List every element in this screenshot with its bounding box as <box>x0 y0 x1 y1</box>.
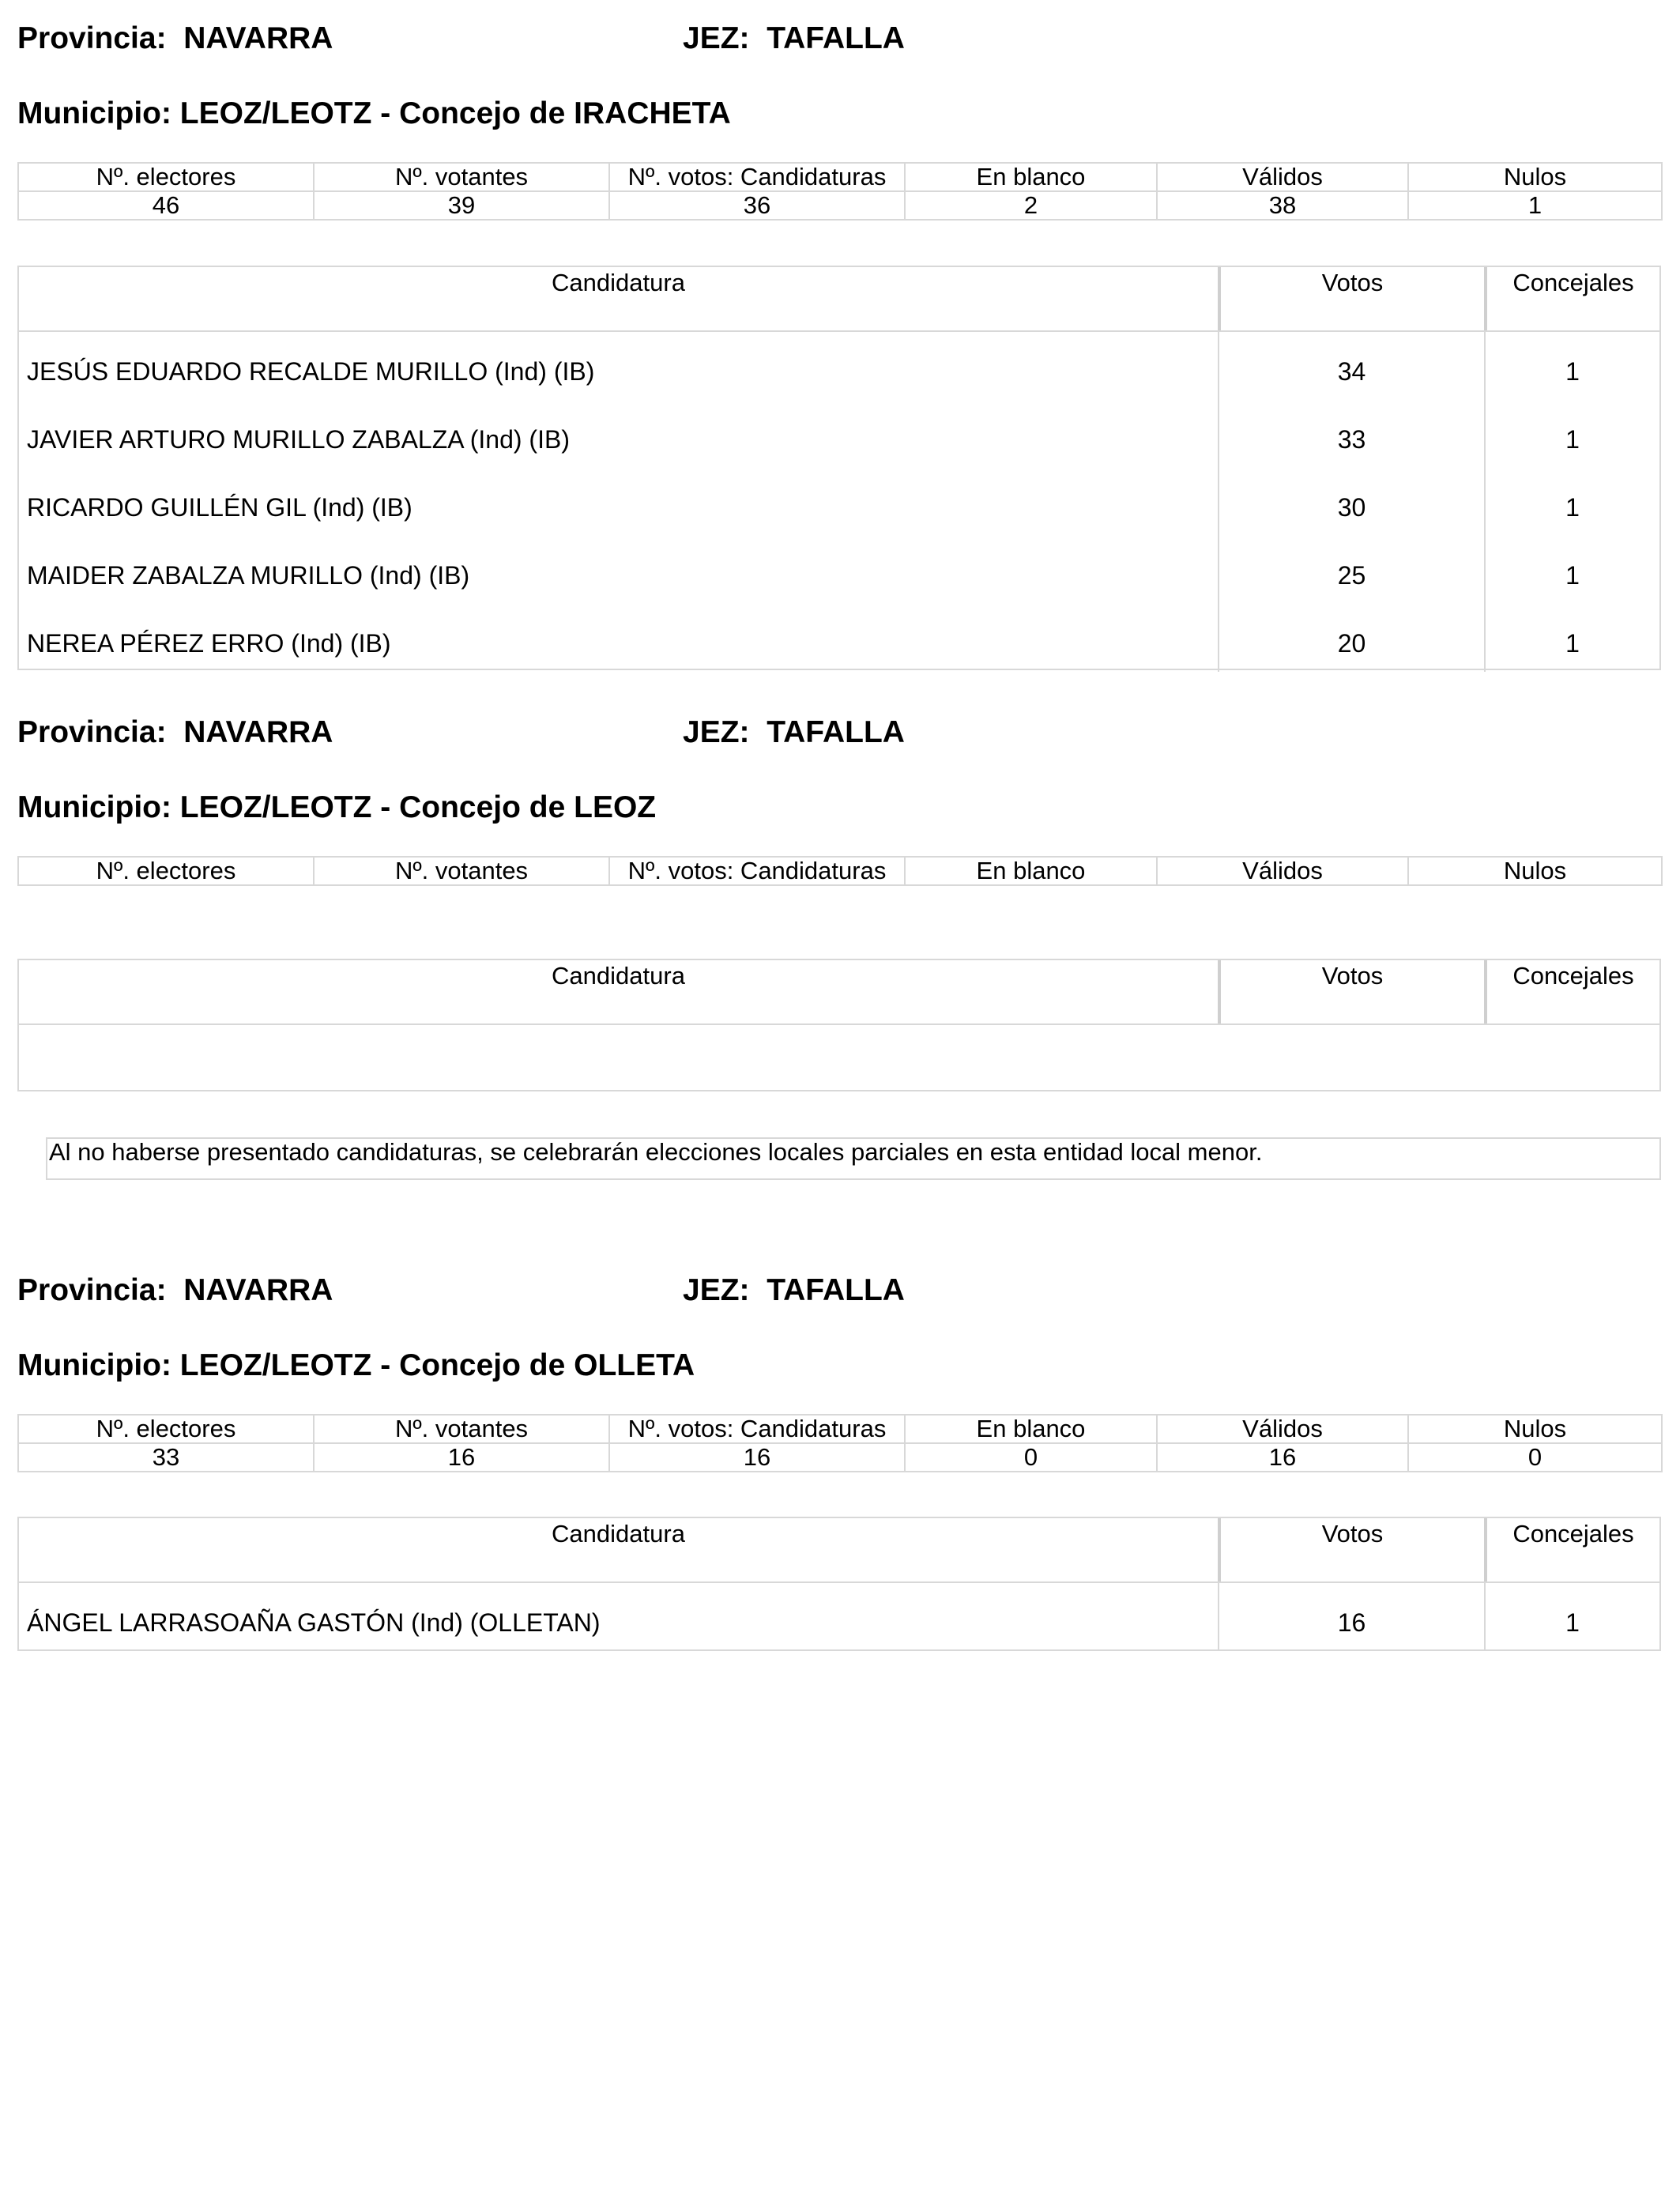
stats-value-row <box>18 1443 1662 1472</box>
candidatura-rows <box>19 332 1659 672</box>
jez-heading <box>683 1275 905 1306</box>
candidate-concejales: 1 <box>1484 332 1659 400</box>
candidate-name: JAVIER ARTURO MURILLO ZABALZA (Ind) (IB) <box>27 425 570 454</box>
votos-header: Votos <box>1218 267 1484 330</box>
jez-value: TAFALLA <box>767 1273 905 1307</box>
provincia-label: Provincia: <box>17 715 167 749</box>
provincia-value: NAVARRA <box>183 1273 333 1307</box>
concejales-header: Concejales <box>1484 1518 1659 1581</box>
candidate-name: JESÚS EDUARDO RECALDE MURILLO (Ind) (IB) <box>27 357 595 386</box>
votos-header: Votos <box>1218 1518 1484 1581</box>
jez-value: TAFALLA <box>767 715 905 749</box>
stats-electores: 33 <box>18 1443 314 1472</box>
provincia-label: Provincia: <box>17 1273 167 1307</box>
candidatura-table <box>17 266 1661 670</box>
candidate-votos: 25 <box>1218 536 1484 604</box>
municipio-title: Municipio: LEOZ/LEOTZ - Concejo de OLLETA <box>17 1348 695 1382</box>
provincia-value: NAVARRA <box>183 21 333 55</box>
table-row <box>19 332 1659 400</box>
stats-header-electores: Nº. electores <box>18 1415 314 1443</box>
jez-heading <box>683 23 905 54</box>
candidate-name: ÁNGEL LARRASOAÑA GASTÓN (Ind) (OLLETAN) <box>27 1608 601 1637</box>
stats-header-votos-candidaturas: Nº. votos: Candidaturas <box>609 857 905 885</box>
provincia-heading <box>17 717 333 748</box>
stats-header-electores: Nº. electores <box>18 163 314 191</box>
municipio-title: Municipio: LEOZ/LEOTZ - Concejo de LEOZ <box>17 790 657 824</box>
candidate-votos: 16 <box>1218 1583 1484 1651</box>
candidate-concejales: 1 <box>1484 468 1659 536</box>
candidate-name: NEREA PÉREZ ERRO (Ind) (IB) <box>27 629 391 658</box>
stats-votos-candidaturas: 16 <box>609 1443 905 1472</box>
candidatura-header: Candidatura <box>552 962 685 990</box>
candidate-concejales: 1 <box>1484 1583 1659 1651</box>
jez-label: JEZ: <box>683 1273 750 1307</box>
stats-en-blanco: 2 <box>905 191 1157 220</box>
provincia-heading <box>17 23 333 54</box>
stats-validos: 16 <box>1157 1443 1408 1472</box>
stats-table <box>17 162 1663 221</box>
jez-label: JEZ: <box>683 715 750 749</box>
stats-header-nulos: Nulos <box>1408 857 1662 885</box>
stats-header-nulos: Nulos <box>1408 1415 1662 1443</box>
stats-header-en-blanco: En blanco <box>905 857 1157 885</box>
stats-value-row <box>18 191 1662 220</box>
candidate-votos: 33 <box>1218 400 1484 468</box>
table-row <box>19 604 1659 672</box>
candidate-votos: 20 <box>1218 604 1484 672</box>
candidatura-header-row <box>19 267 1659 332</box>
stats-votantes: 39 <box>314 191 609 220</box>
stats-header-votantes: Nº. votantes <box>314 857 609 885</box>
stats-header-votos-candidaturas: Nº. votos: Candidaturas <box>609 163 905 191</box>
municipio-title: Municipio: LEOZ/LEOTZ - Concejo de IRACHETA <box>17 96 731 130</box>
no-candidaturas-note: Al no haberse presentado candidaturas, se celebrarán elecciones locales parciales en esta entidad local menor. <box>46 1137 1661 1180</box>
stats-header-en-blanco: En blanco <box>905 163 1157 191</box>
provincia-value: NAVARRA <box>183 715 333 749</box>
stats-header-votantes: Nº. votantes <box>314 1415 609 1443</box>
candidate-name: RICARDO GUILLÉN GIL (Ind) (IB) <box>27 493 412 522</box>
stats-nulos: 1 <box>1408 191 1662 220</box>
stats-table <box>17 1414 1663 1472</box>
candidatura-header: Candidatura <box>552 269 685 296</box>
jez-label: JEZ: <box>683 21 750 55</box>
candidatura-rows <box>19 1583 1659 1651</box>
stats-header-votos-candidaturas: Nº. votos: Candidaturas <box>609 1415 905 1443</box>
table-row <box>19 468 1659 536</box>
candidate-concejales: 1 <box>1484 536 1659 604</box>
stats-votantes: 16 <box>314 1443 609 1472</box>
stats-header-validos: Válidos <box>1157 163 1408 191</box>
stats-electores: 46 <box>18 191 314 220</box>
stats-header-validos: Válidos <box>1157 857 1408 885</box>
candidate-concejales: 1 <box>1484 400 1659 468</box>
candidatura-header: Candidatura <box>552 1520 685 1547</box>
stats-header-row <box>18 1415 1662 1443</box>
stats-header-row <box>18 163 1662 191</box>
candidate-concejales: 1 <box>1484 604 1659 672</box>
jez-value: TAFALLA <box>767 21 905 55</box>
table-row <box>19 536 1659 604</box>
candidate-votos: 34 <box>1218 332 1484 400</box>
stats-header-validos: Válidos <box>1157 1415 1408 1443</box>
concejales-header: Concejales <box>1484 267 1659 330</box>
votos-header: Votos <box>1218 960 1484 1023</box>
provincia-label: Provincia: <box>17 21 167 55</box>
provincia-heading <box>17 1275 333 1306</box>
table-row <box>19 400 1659 468</box>
jez-heading <box>683 717 905 748</box>
candidate-votos: 30 <box>1218 468 1484 536</box>
stats-header-electores: Nº. electores <box>18 857 314 885</box>
stats-header-row <box>18 857 1662 885</box>
candidatura-header-row <box>19 1518 1659 1583</box>
stats-header-votantes: Nº. votantes <box>314 163 609 191</box>
stats-en-blanco: 0 <box>905 1443 1157 1472</box>
concejales-header: Concejales <box>1484 960 1659 1023</box>
stats-validos: 38 <box>1157 191 1408 220</box>
stats-table <box>17 856 1663 886</box>
candidate-name: MAIDER ZABALZA MURILLO (Ind) (IB) <box>27 561 470 590</box>
stats-header-nulos: Nulos <box>1408 163 1662 191</box>
candidatura-table <box>17 959 1661 1091</box>
stats-header-en-blanco: En blanco <box>905 1415 1157 1443</box>
stats-nulos: 0 <box>1408 1443 1662 1472</box>
candidatura-header-row <box>19 960 1659 1025</box>
table-row <box>19 1583 1659 1651</box>
stats-votos-candidaturas: 36 <box>609 191 905 220</box>
candidatura-table <box>17 1517 1661 1651</box>
